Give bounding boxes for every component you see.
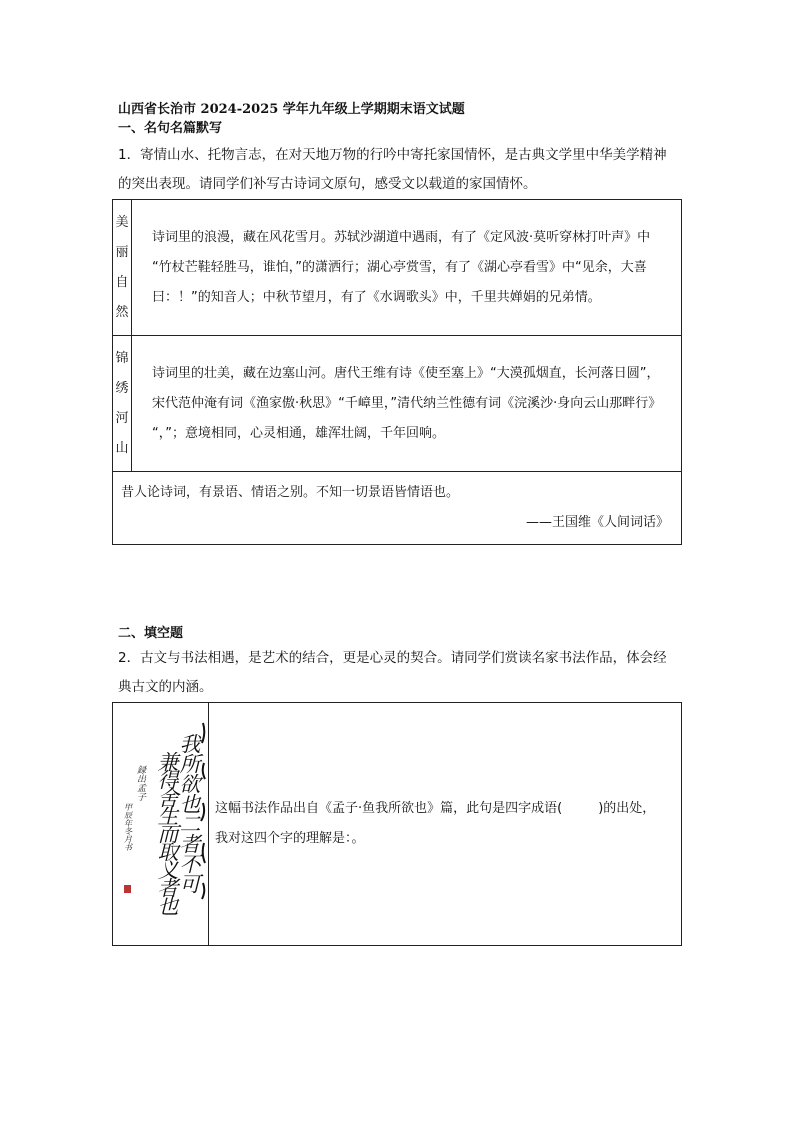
- row-content-beautiful-nature: [132, 200, 682, 336]
- section-heading-1: 一、名句名篇默写: [118, 121, 223, 136]
- content-line: 诗词里的浪漫，藏在风花雪月。苏轼沙湖道中遇雨，有了《定风波·莫听穿林打叶声》中: [152, 229, 651, 245]
- row-content-splendid-land: [132, 336, 682, 472]
- table-row: [113, 703, 682, 946]
- calligraphy-main-col2: 兼得舍生而取义者也: [155, 751, 179, 913]
- question-2-text: 2．古文与书法相遇，是艺术的结合，更是心灵的契合。请同学们赏读名家书法作品，体会经典古文的内涵。: [118, 650, 667, 695]
- row-label-beautiful-nature: 美 丽 自 然: [113, 200, 132, 336]
- calligraphy-artwork: [113, 703, 208, 941]
- content-line: 曰：！”的知音人；中秋节望月，有了《水调歌头》中，千里共婵娟的兄弟情。: [152, 289, 601, 305]
- content-line: 宋代范仲淹有词《渔家傲·秋思》“千嶂里，”清代纳兰性德有词《浣溪沙·身向云山那畔行》: [152, 395, 662, 411]
- table-row: [113, 472, 682, 545]
- calligraphy-side-col2: 甲辰年冬月书: [123, 803, 133, 851]
- table-row: [113, 336, 682, 472]
- seal-stamp: [124, 885, 131, 893]
- calligraphy-text-cell: [209, 703, 682, 946]
- quote-text: 昔人论诗词，有景语、情语之别。不知一切景语皆情语也。: [121, 485, 460, 500]
- content-line: 诗词里的壮美，藏在边塞山河。唐代王维有诗《使至塞上》“大漠孤烟直，长河落日圆”，: [152, 365, 660, 381]
- calligraphy-main-col1: 我所欲也二者不可: [177, 733, 201, 893]
- quote-cell: [113, 472, 682, 545]
- table-row: [113, 200, 682, 336]
- calligraphy-table: [112, 702, 682, 946]
- content-line: “竹杖芒鞋轻胜马，谁怕，”的潇洒行；湖心亭赏雪，有了《湖心亭看雪》中“见余，大喜: [152, 259, 647, 275]
- calligraphy-image-cell: [113, 703, 209, 946]
- calligraphy-question-line2: 我对这四个字的理解是：。: [215, 831, 365, 846]
- quote-attribution: ——王国维《人间词话》: [525, 515, 669, 530]
- poetry-table: [112, 199, 682, 545]
- document-title: 山西省长治市 2024-2025 学年九年级上学期期末语文试题: [118, 102, 465, 117]
- calligraphy-side-col1: 録出孟子: [135, 765, 145, 801]
- row-label-splendid-land: 锦 绣 河 山: [113, 336, 132, 472]
- section-heading-2: 二、填空题: [118, 626, 184, 641]
- question-1-text: 1．寄情山水、托物言志，在对天地万物的行吟中寄托家国情怀，是古典文学里中华美学精神的突出表现。请同学们补写古诗词文原句，感受文以载道的家国情怀。: [118, 147, 667, 192]
- calligraphy-question-line1: 这幅书法作品出自《孟子·鱼我所欲也》篇，此句是四字成语( )的出处，: [215, 801, 656, 816]
- content-line: “，”；意境相同，心灵相通，雄浑壮阔，千年回响。: [152, 425, 445, 441]
